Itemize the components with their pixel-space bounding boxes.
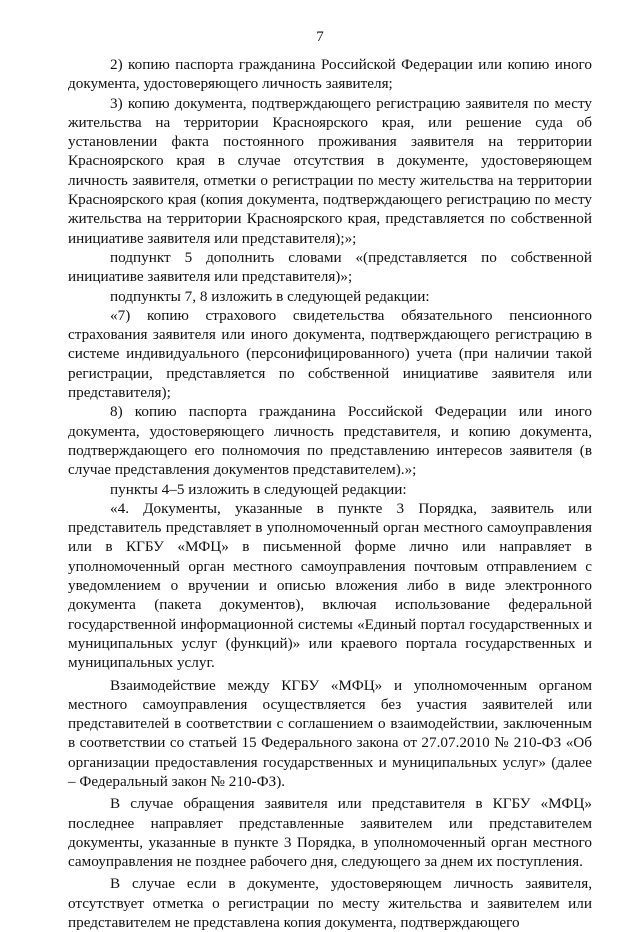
paragraph-item-7: «7) копию страхового свидетельства обязательного пенсионного страхования заявителя или иного документа, подтверждающего регистрацию в системе индивидуального (персонифицированного) учета (при наличии такой регистрации, представляется по собственной инициативе заявителя или представителя); (68, 306, 592, 402)
paragraph-interaction: Взаимодействие между КГБУ «МФЦ» и уполномоченным органом местного самоуправления осуществляется без участия заявителей или представителей в соответствии с соглашением о взаимодействии, заключенным в соответствии со статьей 15 Федерального закона от 27.07.2010 № 210-ФЗ «Об организации предоставления государственных и муниципальных услуг» (далее – Федеральный закон № 210-ФЗ). (68, 676, 592, 790)
paragraph-subpoints-7-8-intro: подпункты 7, 8 изложить в следующей редакции: (110, 287, 430, 305)
paragraph-item-8: 8) копию паспорта гражданина Российской Федерации или иного документа, удостоверяющего личность представителя, и копию документа, подтверждающего его полномочия по представлению интересов заявителя (в случае представления документов представителем).»; (68, 403, 592, 479)
paragraph-mfc-appeal: В случае обращения заявителя или представителя в КГБУ «МФЦ» последнее направляет представленные заявителем или представителем документы, указанные в пункте 3 Порядка, в уполномоченный орган местного самоуправления не позднее рабочего дня, следующего за днем их поступления. (68, 795, 592, 871)
paragraph-subpoint-5: подпункт 5 дополнить словами «(представляется по собственной инициативе заявителя или представителя)»; (68, 248, 592, 286)
page-number: 7 (316, 29, 324, 45)
paragraph-point-4: «4. Документы, указанные в пункте 3 Порядка, заявитель или представитель представляет в уполномоченный орган местного самоуправления или в КГБУ «МФЦ» в письменной форме лично или направляет в уполномоченный орган местного самоуправления почтовым отправлением с уведомлением о вручении и описью вложения либо в виде электронного документа (пакета документов), включая использование федеральной государственной информационной системы «Единый портал государственных и муниципальных услуг (функций)» или краевого портала государственных и муниципальных услуг. (68, 499, 592, 672)
paragraph-item-3: 3) копию документа, подтверждающего регистрацию заявителя по месту жительства на территории Красноярского края, или решение суда об установлении факта постоянного проживания заявителя на территории Красноярского края в случае отсутствия в документе, удостоверяющем личность заявителя, отметки о регистрации по месту жительства на территории Красноярского края (копия документа, подтверждающего регистрацию по месту жительства на территории Красноярского края, представляется по собственной инициативе заявителя или представителя);»; (68, 94, 592, 247)
paragraph-no-registration: В случае если в документе, удостоверяющем личность заявителя, отсутствует отметка о регистрации по месту жительства и заявителем или представителем не представлена копия документа, подтверждающего (68, 875, 592, 932)
document-body (68, 55, 592, 932)
paragraph-points-4-5-intro: пункты 4–5 изложить в следующей редакции: (110, 480, 407, 498)
paragraph-item-2: 2) копию паспорта гражданина Российской Федерации или копию иного документа, удостоверяющего личность заявителя; (68, 56, 592, 93)
